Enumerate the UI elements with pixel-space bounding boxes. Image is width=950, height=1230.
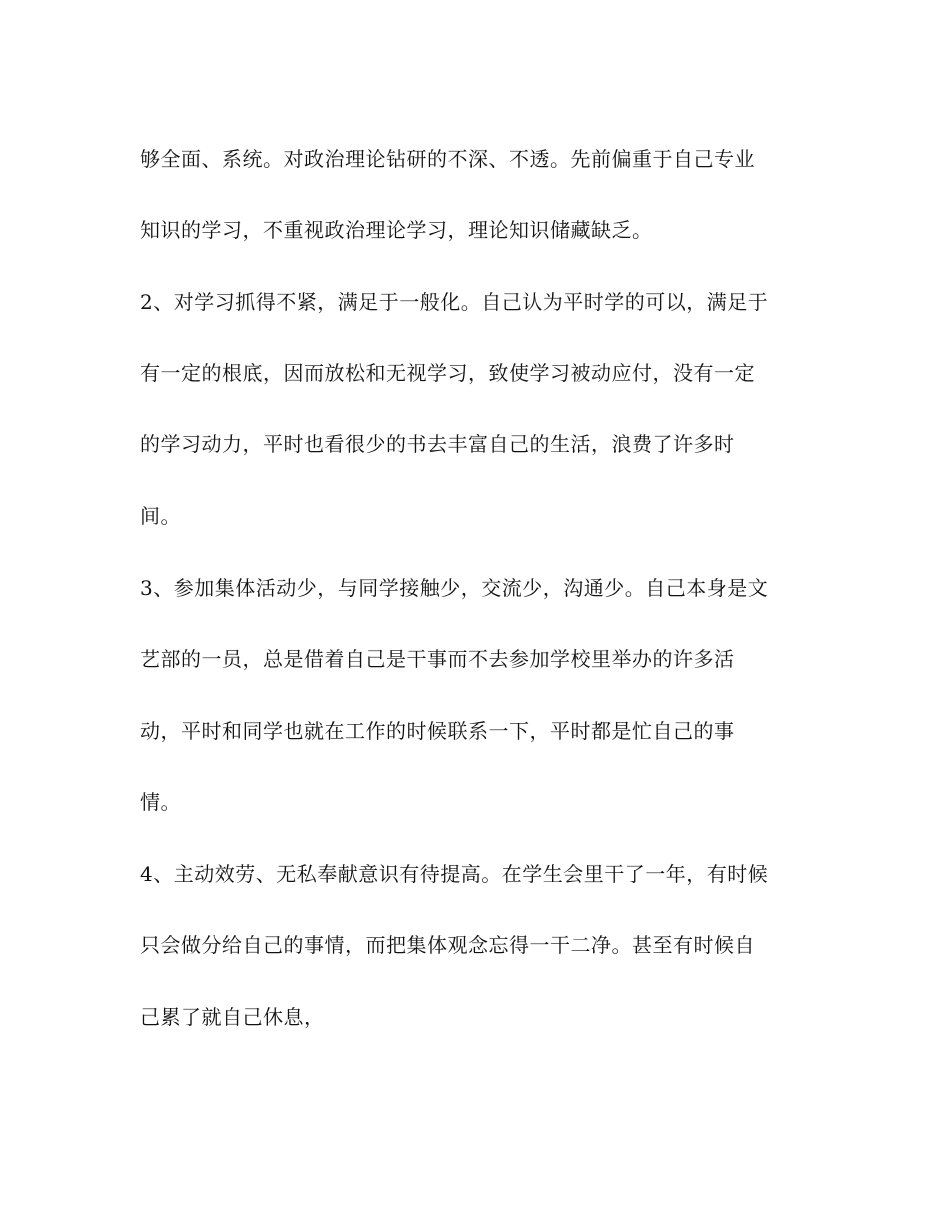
text-line: 只会做分给自己的事情，而把集体观念忘得一干二净。甚至有时候自 <box>140 933 755 957</box>
text-line: 3、参加集体活动少，与同学接触少，交流少，沟通少。自己本身是文 <box>140 576 769 600</box>
text-line: 2、对学习抓得不紧，满足于一般化。自己认为平时学的可以，满足于 <box>140 290 769 314</box>
text-line: 4、主动效劳、无私奉献意识有待提高。在学生会里干了一年，有时候 <box>140 862 769 886</box>
text-line: 有一定的根底，因而放松和无视学习，致使学习被动应付，没有一定 <box>140 361 755 385</box>
text-line: 间。 <box>140 504 181 528</box>
text-line: 己累了就自己休息， <box>140 1005 325 1029</box>
text-line: 够全面、系统。对政治理论钻研的不深、不透。先前偏重于自己专业 <box>140 147 755 171</box>
text-line: 情。 <box>140 790 181 814</box>
text-line: 的学习动力，平时也看很少的书去丰富自己的生活，浪费了许多时 <box>140 432 735 456</box>
text-line: 艺部的一员，总是借着自己是干事而不去参加学校里举办的许多活 <box>140 647 735 671</box>
text-line: 动，平时和同学也就在工作的时候联系一下，平时都是忙自己的事 <box>140 719 735 743</box>
text-line: 知识的学习，不重视政治理论学习，理论知识储藏缺乏。 <box>140 218 653 242</box>
